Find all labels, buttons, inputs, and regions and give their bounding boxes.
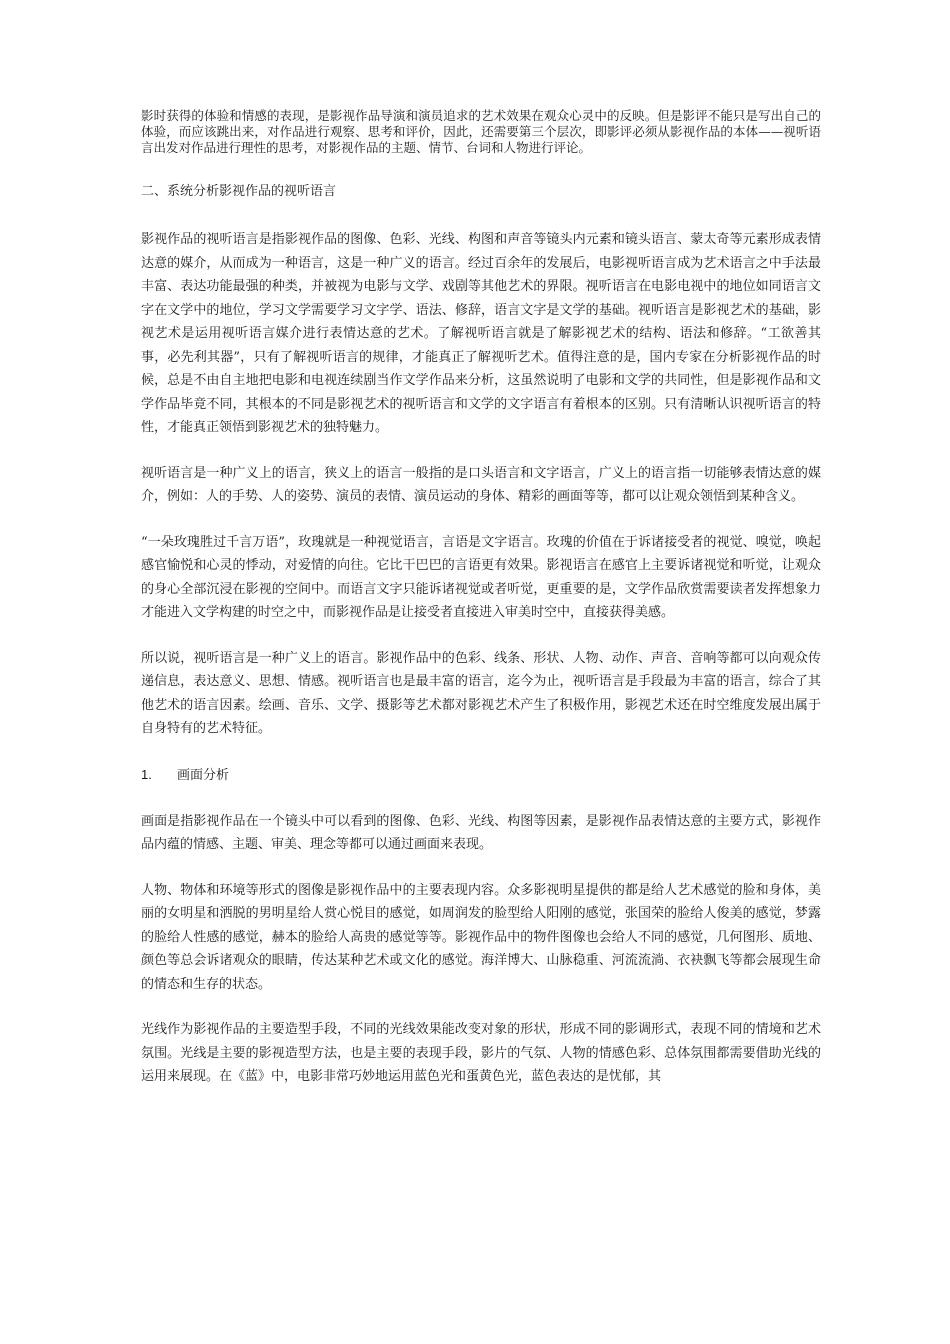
paragraph-broad-language: 视听语言是一种广义上的语言，狭义上的语言一般指的是口头语言和文字语言，广义上的语言指一切能够表情达意的媒介，例如：人的手势、人的姿势、演员的表情、演员运动的身体、精彩的画面等等，都可以让观众领悟到某种含义。 xyxy=(141,465,821,504)
paragraph-visual-language: 影视作品的视听语言是指影视作品的图像、色彩、光线、构图和声音等镜头内元素和镜头语言、蒙太奇等元素形成表情达意的媒介，从而成为一种语言，这是一种广义的语言。经过百余年的发展后，电影视听语言成为艺术语言之中手法最丰富、表达功能最强的种类，并被视为电影与文学、戏剧等其他艺术的界限。视听语言在电影电视中的地位如同语言文字在文学中的地位，学习文学需要学习文字学、语法、修辞，语言文字是文学的基础。视听语言是影视艺术的基础，影视艺术是运用视听语言媒介进行表情达意的艺术。了解视听语言就是了解影视艺术的结构、语法和修辞。“工欲善其事，必先利其器”，只有了解视听语言的规律，才能真正了解视听艺术。值得注意的是，国内专家在分析影视作品的时候，总是不由自主地把电影和电视连续剧当作文学作品来分析，这虽然说明了电影和文学的共同性，但是影视作品和文学作品毕竟不同，其根本的不同是影视艺术的视听语言和文学的文字语言有着根本的区别。只有清晰认识视听语言的特性，才能真正领悟到影视艺术的独特魅力。 xyxy=(141,232,821,435)
subsection-heading xyxy=(141,765,821,786)
subsection-number: 1. xyxy=(141,766,152,782)
paragraph-images: 人物、物体和环境等形式的图像是影视作品中的主要表现内容。众多影视明星提供的都是给人艺术感觉的脸和身体，美丽的女明星和洒脱的男明星给人赏心悦目的感觉，如周润发的脸型给人阳刚的感觉，张国荣的脸给人俊美的感觉，梦露的脸给人性感的感觉，赫本的脸给人高贵的感觉等等。影视作品中的物件图像也会给人不同的感觉，几何图形、质地、颜色等总会诉诸观众的眼睛，传达某种艺术或文化的感觉。海洋博大、山脉稳重、河流流淌、衣袂飘飞等都会展现生命的情态和生存的状态。 xyxy=(141,882,821,992)
subsection-title: 画面分析 xyxy=(177,767,230,783)
paragraph-conclusion: 所以说，视听语言是一种广义上的语言。影视作品中的色彩、线条、形状、人物、动作、声音、音响等都可以向观众传递信息，表达意义、思想、情感。视听语言也是最丰富的语言，迄今为止，视听语言是手段最为丰富的语言，综合了其他艺术的语言因素。绘画、音乐、文学、摄影等艺术都对影视艺术产生了积极作用，影视艺术还在时空维度发展出属于自身特有的艺术特征。 xyxy=(141,650,821,736)
document-page xyxy=(141,108,821,1089)
intro-paragraph: 影时获得的体验和情感的表现，是影视作品导演和演员追求的艺术效果在观众心灵中的反映。但是影评不能只是写出自己的体验，而应该跳出来，对作品进行观察、思考和评价，因此，还需要第三个层次，即影评必须从影视作品的本体——视听语言出发对作品进行理性的思考，对影视作品的主题、情节、台词和人物进行评论。 xyxy=(141,108,821,155)
section-heading: 二、系统分析影视作品的视听语言 xyxy=(141,184,337,199)
paragraph-picture-definition: 画面是指影视作品在一个镜头中可以看到的图像、色彩、光线、构图等因素，是影视作品表情达意的主要方式，影视作品内蕴的情感、主题、审美、理念等都可以通过画面来表现。 xyxy=(141,813,821,852)
paragraph-rose: “一朵玫瑰胜过千言万语”，玫瑰就是一种视觉语言，言语是文字语言。玫瑰的价值在于诉诸接受者的视觉、嗅觉，唤起感官愉悦和心灵的悸动，对爱情的向往。它比干巴巴的言语更有效果。影视语言在感官上主要诉诸视觉和听觉，让观众的身心全部沉浸在影视的空间中。而语言文字只能诉诸视觉或者听觉，更重要的是，文学作品欣赏需要读者发挥想象力才能进入文学构建的时空之中，而影视作品是让接受者直接进入审美时空中，直接获得美感。 xyxy=(141,534,821,620)
paragraph-lighting: 光线作为影视作品的主要造型手段，不同的光线效果能改变对象的形状，形成不同的影调形式，表现不同的情境和艺术氛围。光线是主要的影视造型方法，也是主要的表现手段，影片的气氛、人物的情感色彩、总体氛围都需要借助光线的运用来展现。在《蓝》中，电影非常巧妙地运用蓝色光和蛋黄色光，蓝色表达的是忧郁，其 xyxy=(141,1022,821,1084)
